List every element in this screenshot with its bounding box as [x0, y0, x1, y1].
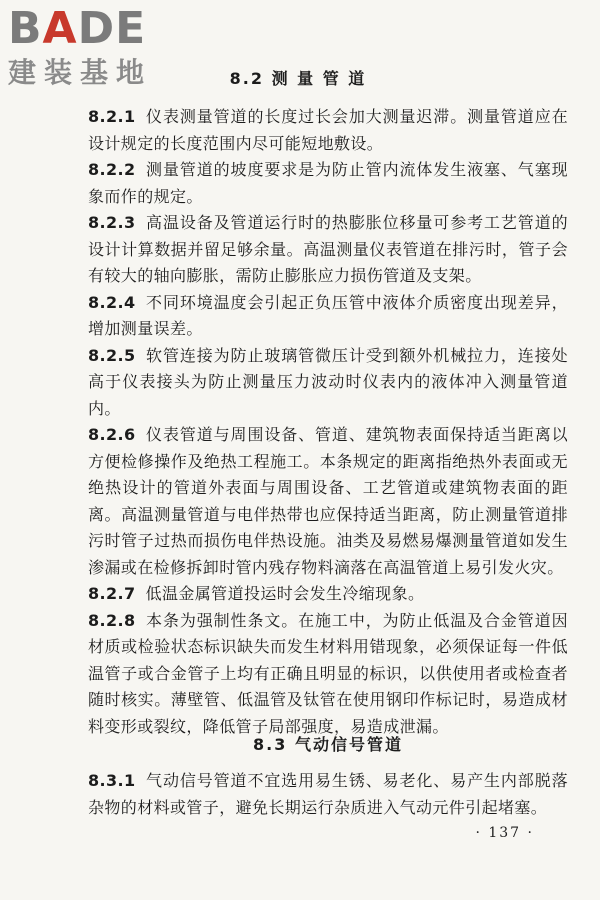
- clause-text: 不同环境温度会引起正负压管中液体介质密度出现差异，增加测量误差。: [88, 292, 568, 338]
- clause-8-2-5: [88, 343, 568, 423]
- clause-text: 低温金属管道投运时会发生冷缩现象。: [145, 584, 425, 603]
- clause-text: 气动信号管道不宜选用易生锈、易老化、易产生内部脱落杂物的材料或管子，避免长期运行杂质进入气动元件引起堵塞。: [88, 771, 568, 817]
- section-8-2-body: [88, 104, 568, 740]
- clause-text: 软管连接为防止玻璃管微压计受到额外机械拉力，连接处高于仪表接头为防止测量压力波动时仪表内的液体冲入测量管道内。: [88, 345, 568, 418]
- clause-number: 8.2.8: [88, 610, 136, 630]
- clause-number: 8.2.1: [88, 107, 136, 126]
- section-heading-8-3: 8.3 气动信号管道: [253, 735, 403, 754]
- clause-number: 8.2.6: [88, 425, 136, 444]
- page-number: · 137 ·: [475, 825, 534, 841]
- logo-wordmark: BADE: [8, 3, 147, 54]
- clause-number: 8.2.5: [88, 345, 136, 365]
- clause-8-2-3: [88, 210, 568, 290]
- logo-accent-letter: A: [42, 3, 78, 54]
- clause-8-2-7: [88, 581, 568, 608]
- logo-subtitle: 建装基地: [8, 56, 153, 89]
- clause-text: 仪表测量管道的长度过长会加大测量迟滞。测量管道应在设计规定的长度范围内尽可能短地敷设。: [88, 107, 568, 153]
- clause-number: 8.2.7: [88, 584, 136, 603]
- section-heading-8-2: 8.2 测 量 管 道: [229, 69, 367, 88]
- clause-text: 仪表管道与周围设备、管道、建筑物表面保持适当距离以方便检修操作及绝热工程施工。本条规定的距离指绝热外表面或无绝热设计的管道外表面与周围设备、工艺管道或建筑物表面的距离。高温测量管道与电伴热带也应保持适当距离，防止测量管道排污时管子过热而损伤电伴热设施。油类及易燃易爆测量管道如发生渗漏或在检修拆卸时管内残存物料滴落在高温管道上易引发火灾。: [88, 425, 568, 577]
- clause-number: 8.2.2: [88, 160, 136, 179]
- clause-8-2-6: [88, 422, 568, 581]
- clause-text: 本条为强制性条文。在施工中，为防止低温及合金管道因材质或检验状态标识缺失而发生材料用错现象，必须保证每一件低温管子或合金管子上均有正确且明显的标识，以供使用者或检查者随时核实。薄壁管、低温管及钛管在使用钢印作标记时，易造成材料变形或裂纹，降低管子局部强度，易造成泄漏。: [88, 610, 568, 736]
- clause-number: 8.3.1: [88, 771, 136, 790]
- clause-8-2-1: [88, 104, 568, 157]
- clause-text: 高温设备及管道运行时的热膨胀位移量可参考工艺管道的设计计算数据并留足够余量。高温测量仪表管道在排污时，管子会有较大的轴向膨胀，需防止膨胀应力损伤管道及支架。: [88, 213, 568, 285]
- clause-8-2-2: [88, 157, 568, 210]
- clause-number: 8.2.3: [88, 213, 136, 232]
- clause-8-3-1: [88, 768, 568, 821]
- clause-text: 测量管道的坡度要求是为防止管内流体发生液塞、气塞现象而作的规定。: [88, 160, 568, 206]
- section-8-3-body: [88, 768, 568, 821]
- clause-8-2-4: [88, 290, 568, 343]
- clause-number: 8.2.4: [88, 292, 136, 312]
- clause-8-2-8: [88, 608, 568, 741]
